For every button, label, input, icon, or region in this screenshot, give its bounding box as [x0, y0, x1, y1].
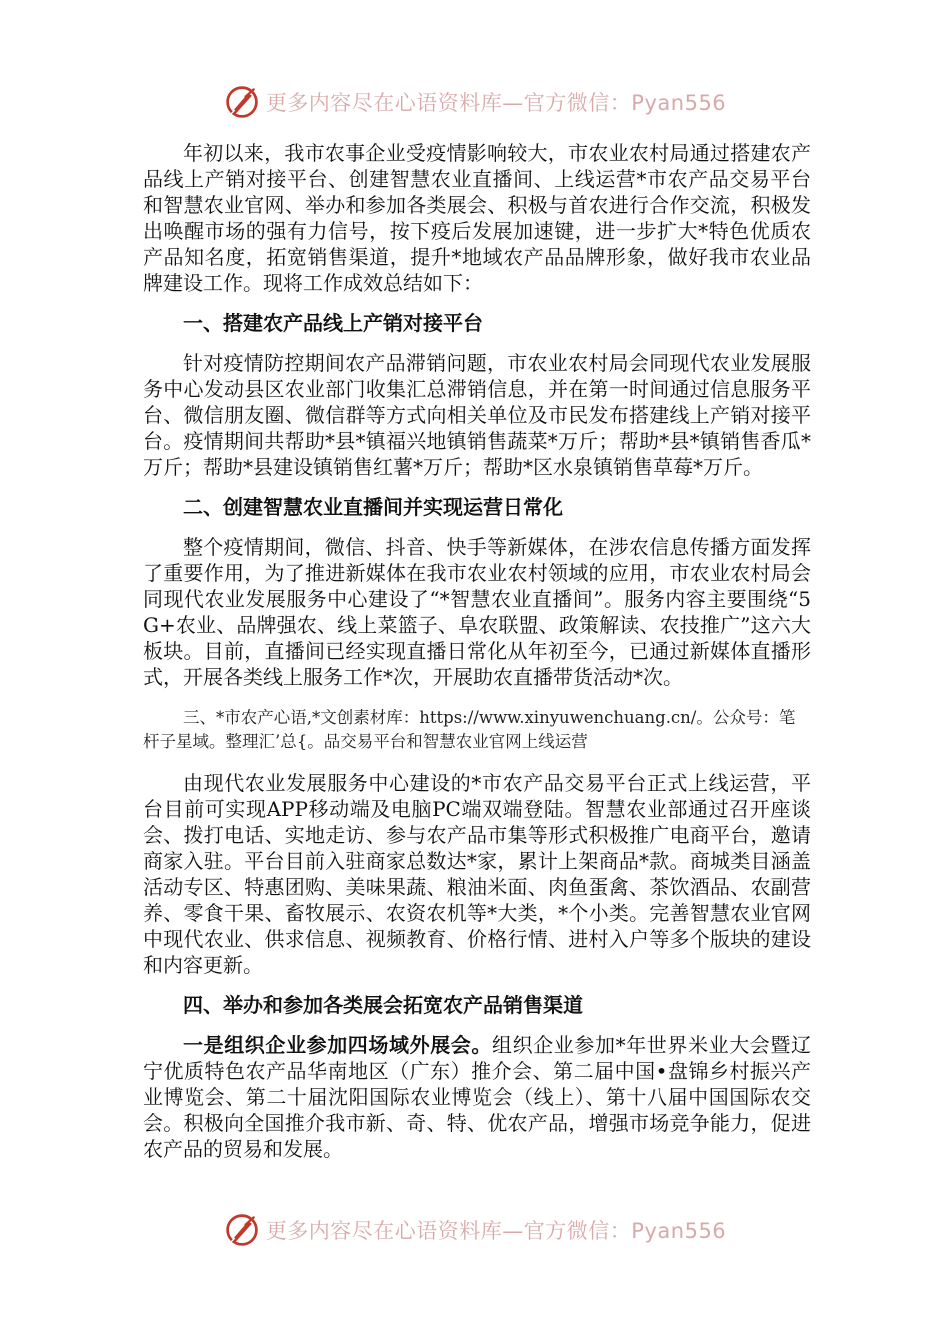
- section-heading-4: 四、举办和参加各类展会拓宽农产品销售渠道: [183, 993, 583, 1017]
- section-body-1: 针对疫情防控期间农产品滞销问题，市农业农村局会同现代农业发展服务中心发动县区农业部门收集汇总滞销信息，并在第一时间通过信息服务平台、微信朋友圈、微信群等方式向相关单位及市民发布搭建线上产销对接平台。疫情期间共帮助*县*镇福兴地镇销售蔬菜*万斤；帮助*县*镇销售香瓜*万斤；帮助*县建设镇销售红薯*万斤；帮助*区水泉镇销售草莓*万斤。: [143, 351, 811, 479]
- section-heading-2: 二、创建智慧农业直播间并实现运营日常化: [183, 495, 563, 519]
- quill-pen-logo-icon: [224, 84, 260, 120]
- section-lead-4: 一是组织企业参加四场域外展会。: [183, 1033, 492, 1057]
- watermark-text: 更多内容尽在心语资料库—官方微信：Pyan556: [265, 91, 727, 115]
- watermark-text: 更多内容尽在心语资料库—官方微信：Pyan556: [265, 1219, 727, 1243]
- document-body: [143, 140, 811, 1162]
- section-heading-1: 一、搭建农产品线上产销对接平台: [183, 311, 483, 335]
- footer-watermark-banner: [0, 1208, 950, 1252]
- section-body-4-text: 组织企业参加*年世界米业大会暨辽宁优质特色农产品华南地区（广东）推介会、第二届中国•盘锦乡村振兴产业博览会、第二十届沈阳国际农业博览会（线上）、第十八届中国国际农交会。积极向全国推介我市新、奇、特、优农产品，增强市场竞争能力，促进农产品的贸易和发展。: [143, 1033, 811, 1161]
- header-watermark-banner: [0, 80, 950, 124]
- intro-paragraph: 年初以来，我市农事企业受疫情影响较大，市农业农村局通过搭建农产品线上产销对接平台、创建智慧农业直播间、上线运营*市农产品交易平台和智慧农业官网、举办和参加各类展会、积极与首农进行合作交流，积极发出唤醒市场的强有力信号，按下疫后发展加速键，进一步扩大*特色优质农产品知名度，拓宽销售渠道，提升*地域农产品品牌形象，做好我市农业品牌建设工作。现将工作成效总结如下：: [143, 141, 811, 295]
- section-body-3: 由现代农业发展服务中心建设的*市农产品交易平台正式上线运营，平台目前可实现APP移动端及电脑PC端双端登陆。智慧农业部通过召开座谈会、拨打电话、实地走访、参与农产品市集等形式积极推广电商平台，邀请商家入驻。平台目前入驻商家总数达*家，累计上架商品*款。商城类目涵盖活动专区、特惠团购、美味果蔬、粮油米面、肉鱼蛋禽、茶饮酒品、农副营养、零食干果、畜牧展示、农资农机等*大类，*个小类。完善智慧农业官网中现代农业、供求信息、视频教育、价格行情、进村入户等多个版块的建设和内容更新。: [143, 771, 811, 977]
- section-body-4: [143, 1032, 811, 1162]
- section-body-2: 整个疫情期间，微信、抖音、快手等新媒体，在涉农信息传播方面发挥了重要作用，为了推进新媒体在我市农业农村领域的应用，市农业农村局会同现代农业发展服务中心建设了“*智慧农业直播间”。服务内容主要围绕“5G+农业、品牌强农、线上菜篮子、阜农联盟、政策解读、农技推广”这六大板块。目前，直播间已经实现直播日常化从年初至今，已通过新媒体直播形式，开展各类线上服务工作*次，开展助农直播带货活动*次。: [143, 535, 811, 689]
- quill-pen-logo-icon: [224, 1212, 260, 1248]
- section-heading-3: 三、*市农产心语,*文创素材库：https://www.xinyuwenchuang.cn/。公众号：笔杆子星域。整理汇’总{。品交易平台和智慧农业官网上线运营: [143, 708, 796, 751]
